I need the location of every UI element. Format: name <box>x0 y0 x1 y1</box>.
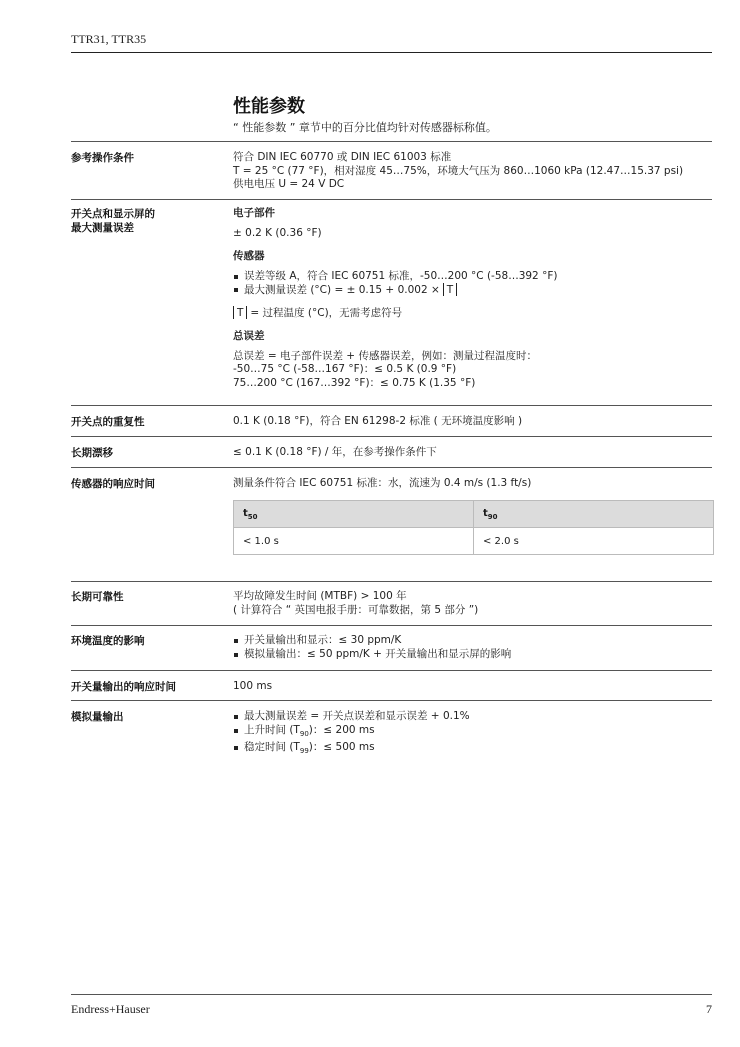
row-switch-response <box>71 670 712 693</box>
row-label: 传感器的响应时间 <box>71 478 155 490</box>
bullet-text: 上升时间 (T <box>244 723 300 736</box>
row-label <box>71 207 221 235</box>
row-reference-conditions <box>71 141 712 190</box>
text-line: 平均故障发生时间 (MTBF) > 100 年 <box>233 590 407 602</box>
bullet-item: 开关量输出和显示：≤ 30 ppm/K <box>233 634 683 648</box>
footer-brand: Endress+Hauser <box>71 1002 150 1016</box>
bullet-item <box>233 283 683 298</box>
row-label: 长期漂移 <box>71 447 113 459</box>
row-value <box>233 207 683 390</box>
bullet-text: 稳定时间 (T <box>244 741 300 754</box>
text-line: 75…200 °C (167…392 °F)：≤ 0.75 K (1.35 °F) <box>233 376 476 389</box>
row-label: 开关点的重复性 <box>71 416 145 428</box>
row-value: 0.1 K (0.18 °F)，符合 EN 61298-2 标准 ( 无环境温度影响 ) <box>233 415 523 427</box>
row-value <box>233 151 683 192</box>
document-header: TTR31, TTR35 <box>71 32 147 46</box>
bullet-item <box>233 741 683 759</box>
bullet-item: 最大测量误差 = 开关点误差和显示误差 + 0.1% <box>233 710 683 724</box>
bullet-item: 模拟量输出：≤ 50 ppm/K + 开关量输出和显示屏的影响 <box>233 648 683 662</box>
bullet-text: 最大测量误差 (°C) = ± 0.15 + 0.002 × <box>244 284 440 296</box>
text-line: 总误差 = 电子部件误差 + 传感器误差，例如：测量过程温度时： <box>233 349 537 362</box>
row-value <box>233 590 683 617</box>
subheading-sensor: 传感器 <box>233 250 265 262</box>
text-line: -50…75 °C (-58…167 °F)：≤ 0.5 K (0.9 °F) <box>233 363 457 375</box>
page-number: 7 <box>706 1002 712 1016</box>
row-label: 开关量输出的响应时间 <box>71 681 176 693</box>
table-header-cell <box>474 501 714 528</box>
bullet-text: )：≤ 200 ms <box>308 723 375 736</box>
subscript: 90 <box>299 729 309 738</box>
bullet-item: 误差等级 A，符合 IEC 60751 标准，-50…200 °C (-58…392 °F) <box>233 270 683 284</box>
row-value: ≤ 0.1 K (0.18 °F) / 年，在参考操作条件下 <box>233 446 437 458</box>
text-line: T = 25 °C (77 °F)，相对湿度 45…75%，环境大气压为 860…1060 kPa (12.47…15.37 psi) <box>233 164 684 177</box>
subscript: 99 <box>299 747 309 756</box>
table-cell: < 1.0 s <box>234 528 474 555</box>
abs-bar <box>246 306 247 319</box>
abs-symbol: T <box>237 306 244 319</box>
table-header-cell <box>234 501 474 528</box>
row-max-error <box>71 199 712 389</box>
row-ambient-effect <box>71 625 712 660</box>
header-subscript: 50 <box>247 512 258 521</box>
abs-bar <box>456 283 457 296</box>
note-text: = 过程温度 (°C)，无需考虑符号 <box>250 306 403 319</box>
abs-bar <box>233 306 234 319</box>
row-label: 长期可靠性 <box>71 591 124 603</box>
row-reliability <box>71 581 712 616</box>
row-analog-output <box>71 700 712 756</box>
header-base: t <box>243 507 248 519</box>
row-response-time <box>71 467 712 490</box>
text-line: 供电电压 U = 24 V DC <box>233 178 345 190</box>
table-header-row <box>234 501 714 528</box>
row-repeatability <box>71 405 712 428</box>
response-time-table <box>233 500 714 555</box>
header-subscript: 90 <box>487 512 498 521</box>
bullet-text: )：≤ 500 ms <box>308 741 375 754</box>
row-value <box>233 710 683 759</box>
row-value: 100 ms <box>233 680 273 692</box>
electronics-value: ± 0.2 K (0.36 °F) <box>233 226 322 239</box>
text-line: ( 计算符合 “ 英国电报手册：可靠数据，第 5 部分 ”) <box>233 603 479 616</box>
row-drift <box>71 436 712 459</box>
label-line: 开关点和显示屏的 <box>71 208 155 220</box>
abs-bar <box>443 283 444 296</box>
row-value: 测量条件符合 IEC 60751 标准：水，流速为 0.4 m/s (1.3 ft/s) <box>233 477 532 489</box>
row-label: 环境温度的影响 <box>71 635 145 647</box>
subheading-total: 总误差 <box>233 330 265 342</box>
section-intro: “ 性能参数 ” 章节中的百分比值均针对传感器标称值。 <box>233 121 497 134</box>
row-label: 参考操作条件 <box>71 152 134 164</box>
table-row <box>234 528 714 555</box>
bullet-item <box>233 724 683 742</box>
abs-symbol: T <box>446 284 454 296</box>
header-rule <box>71 52 712 53</box>
header-base: t <box>483 507 488 519</box>
row-label: 模拟量输出 <box>71 711 124 723</box>
sensor-note <box>233 306 683 321</box>
section-title: 性能参数 <box>233 96 305 117</box>
table-cell: < 2.0 s <box>474 528 714 555</box>
row-value <box>233 634 683 661</box>
subheading-electronics: 电子部件 <box>233 207 275 219</box>
label-line: 最大测量误差 <box>71 222 134 234</box>
footer-rule <box>71 994 712 995</box>
text-line: 符合 DIN IEC 60770 或 DIN IEC 61003 标准 <box>233 151 452 163</box>
